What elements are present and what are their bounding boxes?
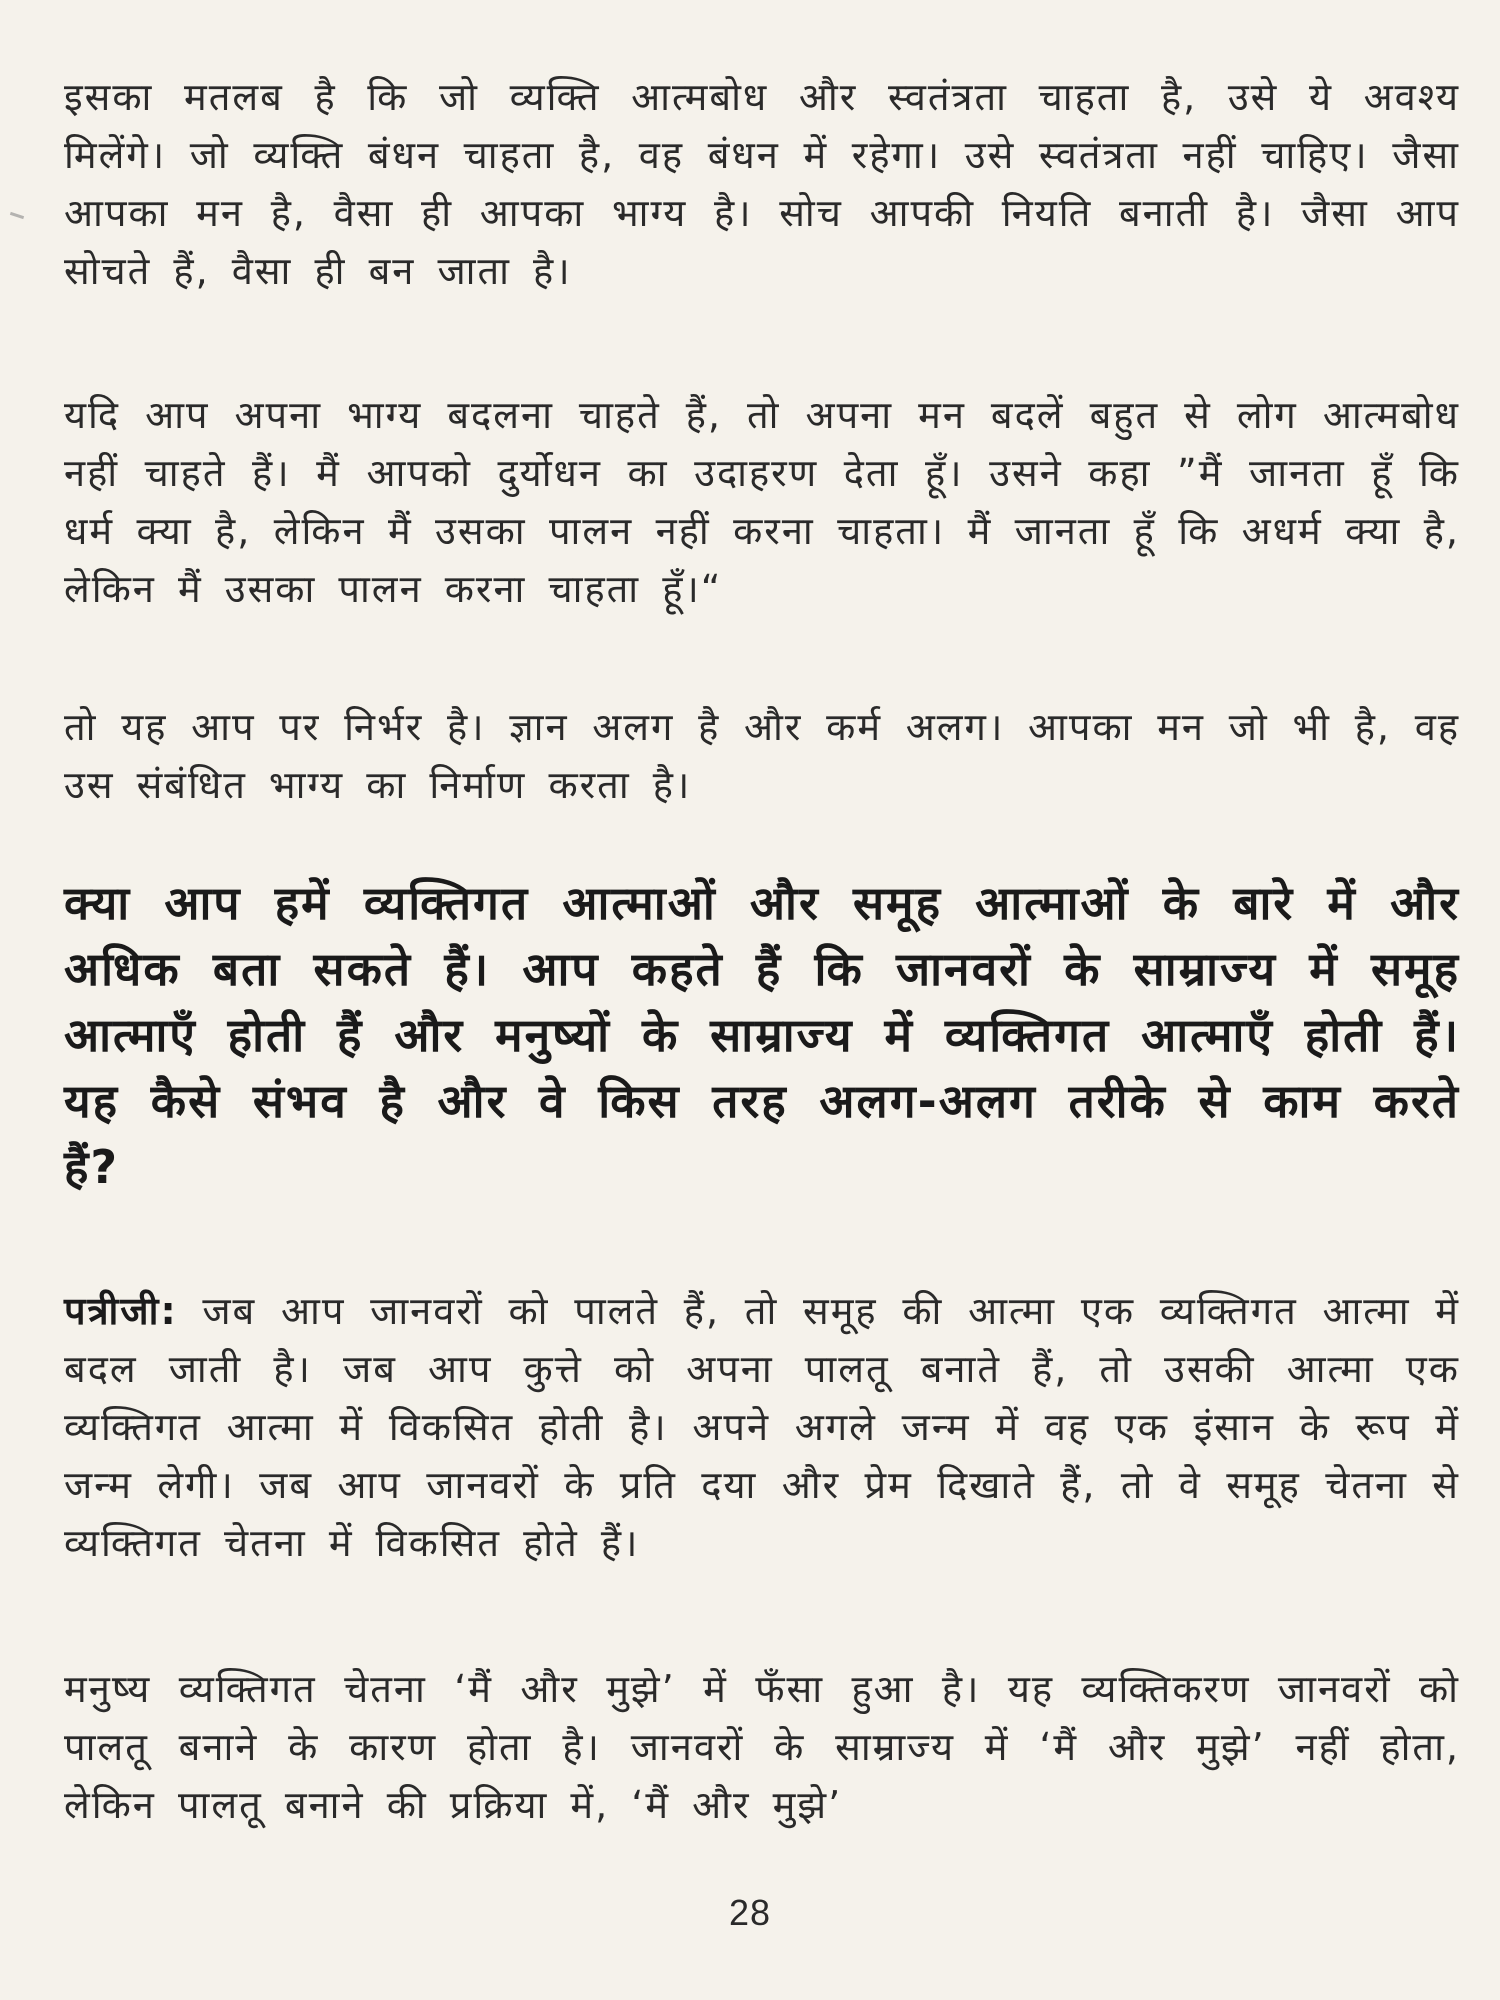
- question-heading: क्या आप हमें व्यक्तिगत आत्माओं और समूह आत्माओं के बारे में और अधिक बता सकते हैं। आप कहते हैं कि जानवरों के साम्राज्य में समूह आत्माएँ होती हैं और मनुष्यों के साम्राज्य में व्यक्तिगत आत्माएँ होती हैं। यह कैसे संभव है और वे किस तरह अलग-अलग तरीके से काम करते हैं?: [64, 876, 1460, 1194]
- paragraph-5: मनुष्य व्यक्तिगत चेतना ‘मैं और मुझे’ में फँसा हुआ है। यह व्यक्तिकरण जानवरों को पालतू बनाने के कारण होता है। जानवरों के साम्राज्य में ‘मैं और मुझे’ नहीं होता, लेकिन पालतू बनाने की प्रक्रिया में, ‘मैं और मुझे’: [64, 1667, 1460, 1827]
- speaker-label: पत्रीजी:: [64, 1289, 178, 1333]
- scan-mark: [10, 212, 24, 219]
- page-number: 28: [728, 1892, 772, 1933]
- paragraph-1: इसका मतलब है कि जो व्यक्ति आत्मबोध और स्वतंत्रता चाहता है, उसे ये अवश्य मिलेंगे। जो व्यक्ति बंधन चाहता है, वह बंधन में रहेगा। उसे स्वतंत्रता नहीं चाहिए। जैसा आपका मन है, वैसा ही आपका भाग्य है। सोच आपकी नियति बनाती है। जैसा आप सोचते हैं, वैसा ही बन जाता है।: [64, 75, 1460, 293]
- answer-paragraph: [64, 1282, 1460, 1572]
- paragraph-3: तो यह आप पर निर्भर है। ज्ञान अलग है और कर्म अलग। आपका मन जो भी है, वह उस संबंधित भाग्य का निर्माण करता है।: [64, 705, 1460, 807]
- answer-text: जब आप जानवरों को पालते हैं, तो समूह की आत्मा एक व्यक्तिगत आत्मा में बदल जाती है। जब आप कुत्ते को अपना पालतू बनाते हैं, तो उसकी आत्मा एक व्यक्तिगत आत्मा में विकसित होती है। अपने अगले जन्म में वह एक इंसान के रूप में जन्म लेगी। जब आप जानवरों के प्रति दया और प्रेम दिखाते हैं, तो वे समूह चेतना से व्यक्तिगत चेतना में विकसित होते हैं।: [64, 1289, 1460, 1565]
- paragraph-2: यदि आप अपना भाग्य बदलना चाहते हैं, तो अपना मन बदलें बहुत से लोग आत्मबोध नहीं चाहते हैं। मैं आपको दुर्योधन का उदाहरण देता हूँ। उसने कहा ”मैं जानता हूँ कि धर्म क्या है, लेकिन मैं उसका पालन नहीं करना चाहता। मैं जानता हूँ कि अधर्म क्या है, लेकिन मैं उसका पालन करना चाहता हूँ।“: [64, 393, 1460, 611]
